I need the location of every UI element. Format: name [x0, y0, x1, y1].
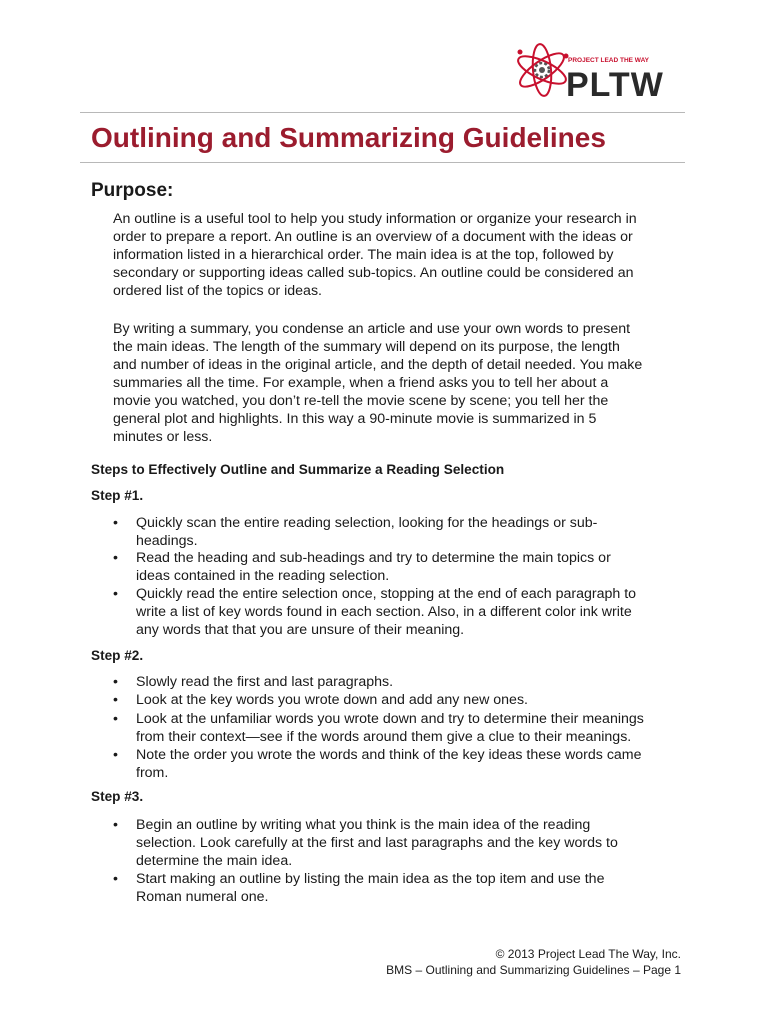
paragraph-line: An outline is a useful tool to help you study information or organize your research in	[113, 211, 637, 227]
step-3-label: Step #3.	[91, 789, 144, 804]
bullet: •	[113, 747, 118, 763]
paragraph-line: order to prepare a report. An outline is an overview of a document with the ideas or	[113, 229, 633, 245]
paragraph-line: ordered list of the topics or ideas.	[113, 283, 322, 299]
step-2-label: Step #2.	[91, 648, 144, 663]
title-top-rule	[80, 112, 685, 113]
paragraph-line: secondary or supporting ideas called sub-topics. An outline could be considered an	[113, 265, 634, 281]
footer	[386, 946, 681, 978]
list-item-line: any words that that you are unsure of their meaning.	[136, 622, 465, 638]
purpose-heading: Purpose:	[91, 180, 174, 201]
outline-paragraph	[113, 210, 673, 300]
copyright-text: © 2013 Project Lead The Way, Inc.	[495, 947, 681, 961]
bullet: •	[113, 711, 118, 727]
bullet: •	[113, 817, 118, 833]
step-1-label: Step #1.	[91, 488, 144, 503]
list-item-line: Note the order you wrote the words and think of the key ideas these words came	[136, 747, 642, 763]
list-item-line: Read the heading and sub-headings and try to determine the main topics or	[136, 550, 611, 566]
logo-tagline: PROJECT LEAD THE WAY	[568, 57, 650, 64]
list-item-line: headings.	[136, 533, 198, 549]
list-item-line: Begin an outline by writing what you think is the main idea of the reading	[136, 817, 591, 833]
paragraph-line: summaries all the time. For example, when a friend asks you to tell her about a	[113, 375, 609, 391]
list-item-line: Quickly read the entire selection once, stopping at the end of each paragraph to	[136, 586, 637, 602]
bullet: •	[113, 515, 118, 531]
paragraph-line: movie you watched, you don’t re-tell the movie scene by scene; you tell her the	[113, 393, 609, 409]
title-bottom-rule	[80, 162, 685, 163]
bullet: •	[113, 692, 118, 708]
list-item-line: Look at the key words you wrote down and add any new ones.	[136, 692, 528, 708]
list-item-line: determine the main idea.	[136, 853, 293, 869]
logo-wordmark: PLTW	[566, 66, 664, 104]
list-item-line: Slowly read the first and last paragraphs.	[136, 674, 394, 690]
list-item-line: Look at the unfamiliar words you wrote down and try to determine their meanings	[136, 711, 644, 727]
bullet: •	[113, 871, 118, 887]
list-item-line: from their context—see if the words around them give a clue to their meanings.	[136, 729, 632, 745]
list-item-line: Quickly scan the entire reading selection, looking for the headings or sub-	[136, 515, 598, 531]
pltw-logo	[504, 34, 684, 104]
page-label: BMS – Outlining and Summarizing Guidelines – Page 1	[386, 963, 681, 977]
paragraph-line: minutes or less.	[113, 429, 213, 445]
bullet: •	[113, 586, 118, 602]
list-item-line: selection. Look carefully at the first and last paragraphs and the key words to	[136, 835, 618, 851]
list-item-line: Roman numeral one.	[136, 889, 269, 905]
list-item-line: ideas contained in the reading selection.	[136, 568, 390, 584]
paragraph-line: and number of ideas in the original article, and the depth of detail needed. You make	[113, 357, 643, 373]
bullet: •	[113, 550, 118, 566]
steps-heading: Steps to Effectively Outline and Summarize a Reading Selection	[91, 462, 505, 477]
paragraph-line: By writing a summary, you condense an article and use your own words to present	[113, 321, 631, 337]
list-item-line: write a list of key words found in each section. Also, in a different color ink write	[136, 604, 632, 620]
page-title: Outlining and Summarizing Guidelines	[91, 122, 606, 153]
paragraph-line: general plot and highlights. In this way a 90-minute movie is summarized in 5	[113, 411, 597, 427]
paragraph-line: information listed in a hierarchical order. The main idea is at the top, followed by	[113, 247, 614, 263]
list-item-line: Start making an outline by listing the main idea as the top item and use the	[136, 871, 605, 887]
bullet: •	[113, 674, 118, 690]
summary-paragraph	[113, 320, 673, 446]
paragraph-line: the main ideas. The length of the summary will depend on its purpose, the length	[113, 339, 620, 355]
list-item-line: from.	[136, 765, 169, 781]
